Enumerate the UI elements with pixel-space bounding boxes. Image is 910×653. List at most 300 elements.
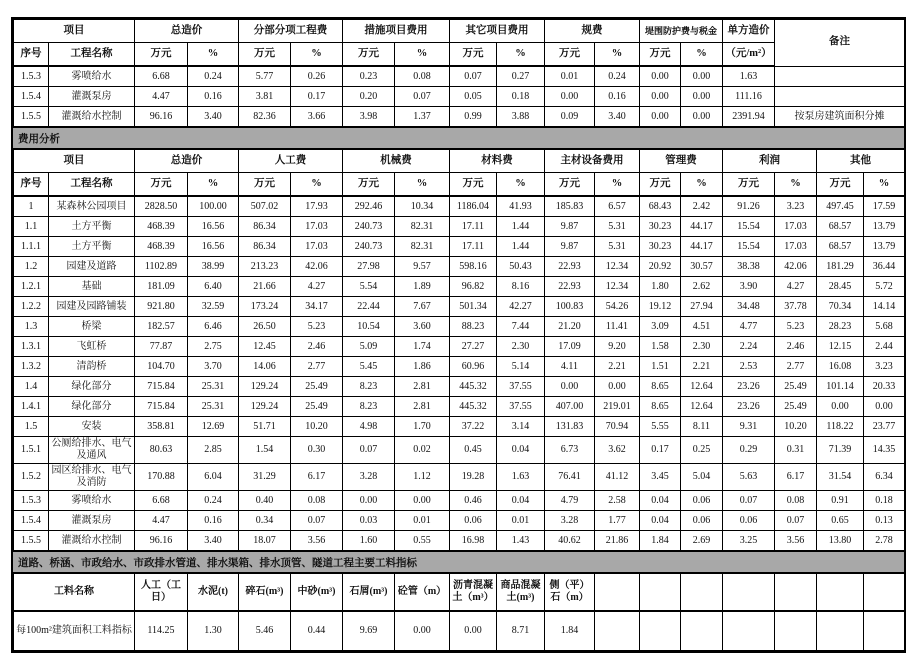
value-cell: 31.29 [239, 464, 291, 491]
row-name-cell: 园建及园路铺装 [49, 297, 135, 317]
value-cell: 44.17 [681, 237, 723, 257]
value-cell: 0.09 [545, 107, 595, 127]
table-row [14, 257, 905, 277]
value-cell: 38.99 [188, 257, 239, 277]
value-cell: 22.44 [343, 297, 395, 317]
value-cell: 3.70 [188, 357, 239, 377]
value-cell: 0.06 [681, 491, 723, 511]
row-id-cell: 1.5.2 [14, 464, 49, 491]
value-cell: 12.34 [595, 277, 640, 297]
table-row [14, 217, 905, 237]
value-cell: 715.84 [135, 377, 188, 397]
value-cell: 20.33 [864, 377, 905, 397]
value-cell: 2.44 [864, 337, 905, 357]
value-cell: 2.78 [864, 531, 905, 551]
value-cell: 497.45 [817, 196, 864, 217]
value-cell: 82.31 [395, 237, 450, 257]
value-cell: 0.06 [450, 511, 497, 531]
value-cell: 1.77 [595, 511, 640, 531]
value-cell: 3.40 [188, 531, 239, 551]
value-cell: 7.67 [395, 297, 450, 317]
value-cell: 1186.04 [450, 196, 497, 217]
value-cell: 3.45 [640, 464, 681, 491]
value-cell: 0.24 [188, 491, 239, 511]
value-cell: 17.03 [291, 217, 343, 237]
value-cell: 12.45 [239, 337, 291, 357]
value-cell: 5.23 [291, 317, 343, 337]
value-cell: 6.68 [135, 66, 188, 87]
header-pct: % [595, 43, 640, 67]
value-cell: 12.15 [817, 337, 864, 357]
value-cell: 12.34 [595, 257, 640, 277]
value-cell: 358.81 [135, 417, 188, 437]
header-row-units [14, 43, 905, 67]
value-cell: 6.68 [135, 491, 188, 511]
value-cell: 0.20 [343, 87, 395, 107]
value-cell: 5.31 [595, 217, 640, 237]
value-cell: 96.16 [135, 531, 188, 551]
value-cell: 0.00 [343, 491, 395, 511]
value-cell: 0.01 [497, 511, 545, 531]
header-empty [723, 574, 775, 612]
value-cell: 1.80 [640, 277, 681, 297]
value-cell: 25.49 [775, 397, 817, 417]
header-row-groups [14, 150, 905, 173]
table-row [14, 437, 905, 464]
header-unit-cost-unit: （元/m²） [723, 43, 775, 67]
value-cell: 3.28 [545, 511, 595, 531]
value-cell: 6.57 [595, 196, 640, 217]
header-measure-fee: 措施项目费用 [343, 20, 450, 43]
table-row [14, 337, 905, 357]
value-cell: 9.87 [545, 217, 595, 237]
row-name-cell: 清韵桥 [49, 357, 135, 377]
header-wan: 万元 [545, 173, 595, 197]
header-cement: 水泥(t) [188, 574, 239, 612]
row-id-cell: 1.3.2 [14, 357, 49, 377]
value-cell: 3.98 [343, 107, 395, 127]
value-cell: 445.32 [450, 377, 497, 397]
value-cell: 0.45 [450, 437, 497, 464]
value-cell: 4.27 [291, 277, 343, 297]
value-cell: 1.60 [343, 531, 395, 551]
value-cell: 1102.89 [135, 257, 188, 277]
value-cell: 2.81 [395, 377, 450, 397]
value-cell: 0.26 [291, 66, 343, 87]
header-pct: % [188, 43, 239, 67]
header-machine-fee: 机械费 [343, 150, 450, 173]
row-id-cell: 1.3.1 [14, 337, 49, 357]
table-row [14, 531, 905, 551]
value-cell: 7.44 [497, 317, 545, 337]
value-cell: 12.64 [681, 397, 723, 417]
row-id-cell: 1.5.4 [14, 511, 49, 531]
value-cell: 185.83 [545, 196, 595, 217]
value-cell: 1.89 [395, 277, 450, 297]
value-cell: 129.24 [239, 397, 291, 417]
value-cell: 921.80 [135, 297, 188, 317]
cost-analysis-table [13, 149, 905, 551]
row-id-cell: 1.1 [14, 217, 49, 237]
value-cell: 3.23 [775, 196, 817, 217]
header-material-fee: 材料费 [450, 150, 545, 173]
value-cell: 2.77 [775, 357, 817, 377]
value-cell: 2.46 [775, 337, 817, 357]
value-cell: 4.98 [343, 417, 395, 437]
value-cell: 0.91 [817, 491, 864, 511]
value-cell: 2.81 [395, 397, 450, 417]
value-cell: 0.00 [595, 377, 640, 397]
header-labor-fee: 人工费 [239, 150, 343, 173]
value-cell: 4.11 [545, 357, 595, 377]
value-cell: 13.80 [817, 531, 864, 551]
value-cell: 12.69 [188, 417, 239, 437]
value-cell [723, 611, 775, 651]
value-cell: 129.24 [239, 377, 291, 397]
value-cell: 8.23 [343, 377, 395, 397]
table-row [14, 377, 905, 397]
value-cell: 0.00 [681, 66, 723, 87]
header-empty [595, 574, 640, 612]
value-cell: 1.30 [188, 611, 239, 651]
value-cell: 9.31 [723, 417, 775, 437]
value-cell: 15.54 [723, 237, 775, 257]
value-cell: 0.07 [291, 511, 343, 531]
value-cell: 按泵房建筑面积分摊 [775, 107, 905, 127]
value-cell: 41.93 [497, 196, 545, 217]
value-cell: 2.24 [723, 337, 775, 357]
value-cell: 131.83 [545, 417, 595, 437]
value-cell: 4.27 [775, 277, 817, 297]
value-cell: 170.88 [135, 464, 188, 491]
value-cell: 17.11 [450, 217, 497, 237]
value-cell [775, 66, 905, 87]
value-cell: 2.21 [681, 357, 723, 377]
value-cell: 25.49 [291, 377, 343, 397]
value-cell: 501.34 [450, 297, 497, 317]
value-cell [640, 611, 681, 651]
value-cell: 42.06 [291, 257, 343, 277]
value-cell: 5.77 [239, 66, 291, 87]
value-cell: 37.22 [450, 417, 497, 437]
value-cell: 1.84 [640, 531, 681, 551]
value-cell: 77.87 [135, 337, 188, 357]
header-wan: 万元 [640, 43, 681, 67]
value-cell: 5.04 [681, 464, 723, 491]
row-name-cell: 安装 [49, 417, 135, 437]
table-row [14, 511, 905, 531]
value-cell: 17.03 [291, 237, 343, 257]
value-cell: 70.34 [817, 297, 864, 317]
value-cell: 0.07 [450, 66, 497, 87]
value-cell: 6.17 [775, 464, 817, 491]
value-cell: 32.59 [188, 297, 239, 317]
value-cell: 26.50 [239, 317, 291, 337]
value-cell: 0.01 [545, 66, 595, 87]
value-cell: 101.14 [817, 377, 864, 397]
value-cell: 2.62 [681, 277, 723, 297]
table-row [14, 277, 905, 297]
value-cell: 10.20 [291, 417, 343, 437]
value-cell: 0.02 [395, 437, 450, 464]
header-wan: 万元 [817, 173, 864, 197]
header-sand: 中砂(m³) [291, 574, 343, 612]
value-cell: 3.25 [723, 531, 775, 551]
value-cell: 4.47 [135, 511, 188, 531]
value-cell: 30.23 [640, 217, 681, 237]
value-cell: 100.00 [188, 196, 239, 217]
value-cell: 0.31 [775, 437, 817, 464]
header-empty [681, 574, 723, 612]
value-cell: 3.40 [188, 107, 239, 127]
value-cell: 12.64 [681, 377, 723, 397]
row-id-cell: 1.4 [14, 377, 49, 397]
value-cell: 118.22 [817, 417, 864, 437]
header-wan: 万元 [450, 43, 497, 67]
value-cell: 2391.94 [723, 107, 775, 127]
value-cell: 3.90 [723, 277, 775, 297]
value-cell: 0.16 [595, 87, 640, 107]
value-cell: 38.38 [723, 257, 775, 277]
value-cell: 0.25 [681, 437, 723, 464]
header-empty [640, 574, 681, 612]
row-name-cell: 绿化部分 [49, 377, 135, 397]
header-remark: 备注 [775, 20, 905, 67]
cost-analysis-section-band: 费用分析 [13, 127, 904, 149]
row-name-cell: 绿化部分 [49, 397, 135, 417]
row-name-cell: 灌溉给水控制 [49, 107, 135, 127]
value-cell: 0.06 [723, 511, 775, 531]
value-cell: 2.53 [723, 357, 775, 377]
value-cell: 0.17 [640, 437, 681, 464]
value-cell: 19.12 [640, 297, 681, 317]
row-id-cell: 1.5.4 [14, 87, 49, 107]
value-cell: 96.82 [450, 277, 497, 297]
value-cell: 2.58 [595, 491, 640, 511]
row-name-cell: 某森林公园项目 [49, 196, 135, 217]
value-cell: 54.26 [595, 297, 640, 317]
value-cell: 82.36 [239, 107, 291, 127]
header-subdivision-fee: 分部分项工程费 [239, 20, 343, 43]
value-cell: 34.48 [723, 297, 775, 317]
row-name-cell: 灌溉给水控制 [49, 531, 135, 551]
header-project: 项目 [14, 150, 135, 173]
table-row [14, 66, 905, 87]
header-pct: % [395, 173, 450, 197]
value-cell: 13.79 [864, 217, 905, 237]
value-cell: 34.17 [291, 297, 343, 317]
value-cell: 2.30 [497, 337, 545, 357]
header-labor: 人工（工日） [135, 574, 188, 612]
header-stone-chips: 石屑(m³) [343, 574, 395, 612]
value-cell: 86.34 [239, 237, 291, 257]
value-cell: 240.73 [343, 217, 395, 237]
value-cell: 28.45 [817, 277, 864, 297]
value-cell: 4.79 [545, 491, 595, 511]
value-cell: 1.58 [640, 337, 681, 357]
value-cell: 0.17 [291, 87, 343, 107]
header-row-units [14, 173, 905, 197]
value-cell: 8.23 [343, 397, 395, 417]
row-name-cell: 园区给排水、电气及消防 [49, 464, 135, 491]
value-cell: 28.23 [817, 317, 864, 337]
value-cell: 3.23 [864, 357, 905, 377]
project-summary-table [13, 19, 905, 127]
table-row [14, 464, 905, 491]
value-cell: 10.34 [395, 196, 450, 217]
value-cell: 27.98 [343, 257, 395, 277]
row-id-cell: 1.2.2 [14, 297, 49, 317]
row-name-cell: 灌溉泵房 [49, 511, 135, 531]
value-cell: 37.55 [497, 397, 545, 417]
value-cell: 0.00 [395, 611, 450, 651]
value-cell: 6.34 [864, 464, 905, 491]
value-cell: 715.84 [135, 397, 188, 417]
value-cell: 5.09 [343, 337, 395, 357]
value-cell: 181.29 [817, 257, 864, 277]
value-cell: 173.24 [239, 297, 291, 317]
value-cell: 50.43 [497, 257, 545, 277]
header-project: 项目 [14, 20, 135, 43]
value-cell: 42.27 [497, 297, 545, 317]
row-id-cell: 1.3 [14, 317, 49, 337]
value-cell: 0.00 [395, 491, 450, 511]
header-name: 工程名称 [49, 173, 135, 197]
value-cell: 68.43 [640, 196, 681, 217]
value-cell: 23.26 [723, 397, 775, 417]
value-cell: 2.46 [291, 337, 343, 357]
value-cell: 51.71 [239, 417, 291, 437]
value-cell: 30.57 [681, 257, 723, 277]
table-row [14, 357, 905, 377]
value-cell: 1.51 [640, 357, 681, 377]
value-cell: 0.07 [343, 437, 395, 464]
value-cell: 76.41 [545, 464, 595, 491]
header-pct: % [595, 173, 640, 197]
value-cell: 5.54 [343, 277, 395, 297]
row-name-cell: 土方平衡 [49, 237, 135, 257]
row-id-cell: 1.5.3 [14, 491, 49, 511]
value-cell: 0.46 [450, 491, 497, 511]
value-cell: 468.39 [135, 217, 188, 237]
value-cell: 0.04 [640, 491, 681, 511]
value-cell: 15.54 [723, 217, 775, 237]
header-empty [775, 574, 817, 612]
value-cell: 0.04 [640, 511, 681, 531]
value-cell: 17.09 [545, 337, 595, 357]
value-cell: 21.86 [595, 531, 640, 551]
header-concrete-pipe: 砼管（m） [395, 574, 450, 612]
value-cell: 0.05 [450, 87, 497, 107]
value-cell: 0.08 [775, 491, 817, 511]
value-cell: 10.54 [343, 317, 395, 337]
value-cell: 17.03 [775, 217, 817, 237]
value-cell: 0.55 [395, 531, 450, 551]
header-seq: 序号 [14, 173, 49, 197]
value-cell: 86.34 [239, 217, 291, 237]
value-cell: 37.55 [497, 377, 545, 397]
value-cell: 181.09 [135, 277, 188, 297]
row-id-cell: 1 [14, 196, 49, 217]
value-cell: 1.63 [497, 464, 545, 491]
header-asphalt-concrete: 沥青混凝土（m³） [450, 574, 497, 612]
value-cell: 68.57 [817, 237, 864, 257]
value-cell: 18.07 [239, 531, 291, 551]
header-wan: 万元 [239, 43, 291, 67]
value-cell: 80.63 [135, 437, 188, 464]
value-cell: 5.45 [343, 357, 395, 377]
value-cell: 17.11 [450, 237, 497, 257]
value-cell: 3.56 [775, 531, 817, 551]
cost-sheet [11, 17, 906, 653]
value-cell: 0.65 [817, 511, 864, 531]
row-id-cell: 1.5 [14, 417, 49, 437]
header-dike-tax-fee: 堤围防护费与税金 [640, 20, 723, 43]
header-profit: 利润 [723, 150, 817, 173]
value-cell [595, 611, 640, 651]
value-cell: 0.18 [497, 87, 545, 107]
table-row [14, 87, 905, 107]
value-cell: 21.66 [239, 277, 291, 297]
value-cell: 0.00 [545, 87, 595, 107]
header-pct: % [497, 173, 545, 197]
row-name-cell: 基础 [49, 277, 135, 297]
value-cell: 2828.50 [135, 196, 188, 217]
table-row [14, 491, 905, 511]
value-cell: 5.46 [239, 611, 291, 651]
table-row [14, 107, 905, 127]
header-seq: 序号 [14, 43, 49, 67]
value-cell: 0.18 [864, 491, 905, 511]
value-cell: 8.65 [640, 397, 681, 417]
value-cell: 0.00 [450, 611, 497, 651]
value-cell: 36.44 [864, 257, 905, 277]
value-cell: 0.30 [291, 437, 343, 464]
header-curb-stone: 侧（平）石（m） [545, 574, 595, 612]
value-cell: 0.99 [450, 107, 497, 127]
value-cell: 0.00 [640, 107, 681, 127]
value-cell: 6.04 [188, 464, 239, 491]
row-name-cell: 114.25 [135, 611, 188, 651]
header-pct: % [188, 173, 239, 197]
value-cell: 9.69 [343, 611, 395, 651]
header-material-name: 工料名称 [14, 574, 135, 612]
value-cell: 1.43 [497, 531, 545, 551]
value-cell: 71.39 [817, 437, 864, 464]
header-wan: 万元 [343, 173, 395, 197]
value-cell: 0.40 [239, 491, 291, 511]
row-id-cell: 1.5.3 [14, 66, 49, 87]
value-cell: 6.46 [188, 317, 239, 337]
table-row [14, 237, 905, 257]
header-other: 其他 [817, 150, 905, 173]
value-cell: 0.07 [395, 87, 450, 107]
row-id-cell: 1.4.1 [14, 397, 49, 417]
value-cell: 0.07 [775, 511, 817, 531]
value-cell: 2.42 [681, 196, 723, 217]
value-cell: 9.57 [395, 257, 450, 277]
header-management-fee: 管理费 [640, 150, 723, 173]
header-row [14, 574, 905, 612]
header-row-groups [14, 20, 905, 43]
value-cell: 0.34 [239, 511, 291, 531]
value-cell: 1.63 [723, 66, 775, 87]
header-wan: 万元 [135, 43, 188, 67]
value-cell: 1.84 [545, 611, 595, 651]
value-cell: 42.06 [775, 257, 817, 277]
value-cell: 3.81 [239, 87, 291, 107]
value-cell: 27.27 [450, 337, 497, 357]
